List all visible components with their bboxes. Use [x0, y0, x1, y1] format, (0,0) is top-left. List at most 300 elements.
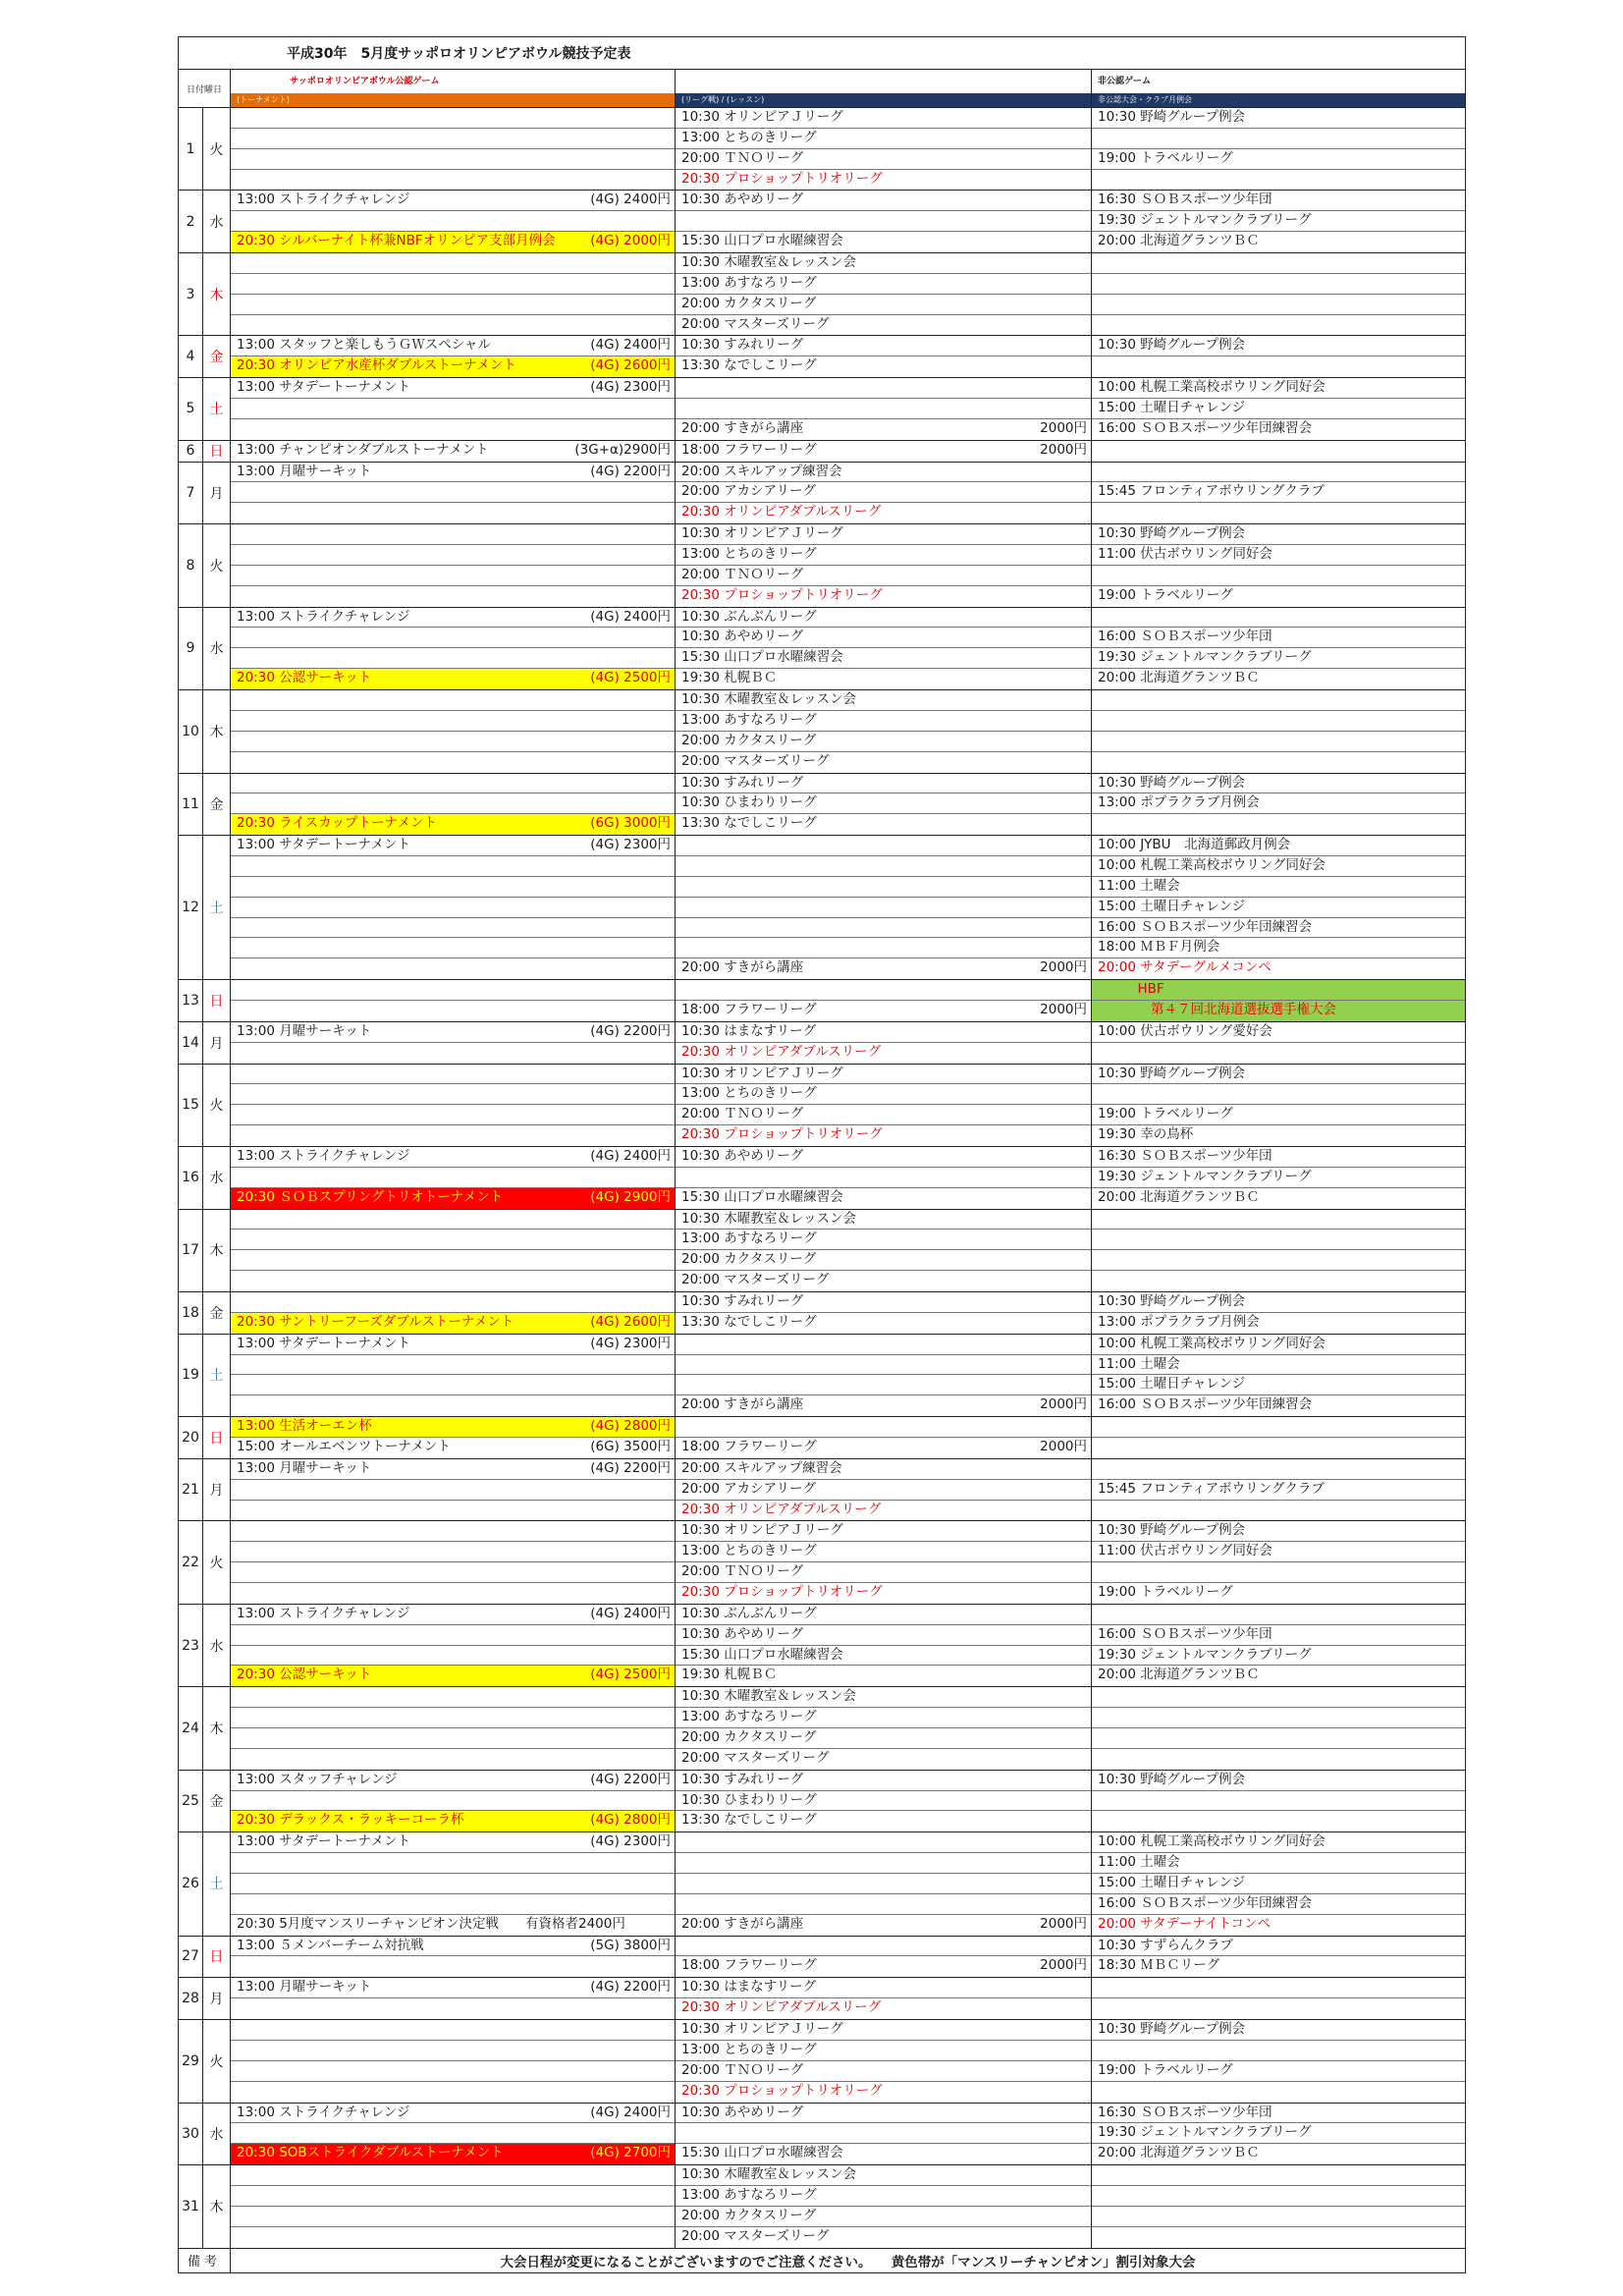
event-name: 20:00 サタデーグルメコンペ [1098, 959, 1271, 976]
schedule-slot [1092, 1853, 1465, 1874]
event-name: 20:30 プロショップトリオリーグ [681, 170, 883, 187]
event-name: 10:30 野崎グループ例会 [1098, 337, 1246, 354]
day-rows [179, 108, 1465, 2249]
event-name: 20:00 カクタスリーグ [681, 1251, 817, 1268]
event-price: (4G) 2000円 [590, 233, 671, 249]
league-cell [676, 253, 1092, 335]
schedule-slot [1092, 898, 1465, 918]
event-name: 15:30 山口プロ水曜練習会 [681, 1188, 843, 1205]
schedule-slot [1092, 1438, 1465, 1458]
tournament-cell [231, 378, 676, 440]
schedule-slot [676, 1771, 1091, 1791]
event-price: (3G+α)2900円 [574, 441, 671, 458]
event-name: 20:00 マスターズリーグ [681, 315, 830, 332]
schedule-slot [231, 1956, 675, 1977]
league-cell [676, 1292, 1092, 1334]
schedule-slot [1092, 191, 1465, 211]
event-name: 13:00 ストライクチャレンジ [237, 1605, 410, 1621]
schedule-slot [231, 1125, 675, 1146]
day-row [179, 774, 1465, 837]
league-cell [676, 1937, 1092, 1978]
event-name: 20:00 サタデーナイトコンペ [1098, 1915, 1271, 1932]
schedule-slot [231, 2144, 675, 2164]
schedule-slot [1092, 1313, 1465, 1334]
day-number: 15 [179, 1065, 203, 1146]
schedule-slot [676, 1084, 1091, 1105]
schedule-slot [676, 918, 1091, 939]
day-weekday: 金 [203, 1771, 231, 1832]
schedule-slot [1092, 1417, 1465, 1438]
schedule-slot [676, 1605, 1091, 1625]
unofficial-cell [1092, 836, 1465, 979]
schedule-slot [1092, 2082, 1465, 2103]
day-number: 21 [179, 1459, 203, 1521]
schedule-slot [231, 1646, 675, 1667]
event-price: 2000円 [1040, 1957, 1087, 1974]
day-weekday: 土 [203, 378, 231, 440]
event-name: 13:00 ストライクチャレンジ [237, 608, 410, 625]
event-name: 20:30 SOBストライクダブルストーナメント [237, 2145, 504, 2161]
league-cell [676, 441, 1092, 462]
event-price: 2000円 [1040, 1439, 1087, 1454]
day-number: 16 [179, 1147, 203, 1209]
schedule-slot [231, 856, 675, 877]
tournament-cell [231, 1335, 676, 1416]
schedule-slot [676, 1666, 1091, 1686]
schedule-slot [676, 1335, 1091, 1355]
day-row [179, 1771, 1465, 1833]
day-weekday: 火 [203, 2020, 231, 2102]
event-name: 10:30 はまなすリーグ [681, 1979, 817, 1995]
league-cell [676, 524, 1092, 606]
schedule-slot [676, 1271, 1091, 1291]
schedule-slot [676, 399, 1091, 419]
schedule-slot [231, 1022, 675, 1043]
day-row [179, 1978, 1465, 2020]
schedule-slot [1092, 129, 1465, 149]
event-name: 10:30 すずらんクラブ [1098, 1937, 1233, 1953]
tournament-cell [231, 1687, 676, 1769]
schedule-slot [231, 1605, 675, 1625]
schedule-slot [1092, 2207, 1465, 2227]
schedule-slot [231, 2123, 675, 2144]
day-row [179, 1065, 1465, 1147]
event-price: (4G) 2300円 [590, 837, 671, 853]
league-cell [676, 1605, 1092, 1686]
schedule-slot [231, 149, 675, 170]
schedule-slot [676, 419, 1091, 440]
schedule-slot [231, 918, 675, 939]
schedule-slot [1092, 1105, 1465, 1125]
schedule-slot [231, 669, 675, 689]
event-name: 19:30 幸の鳥杯 [1098, 1126, 1194, 1143]
day-number: 18 [179, 1292, 203, 1334]
schedule-slot [1092, 1728, 1465, 1749]
event-name: 20:00 すきがら講座 [681, 1915, 804, 1932]
day-number: 3 [179, 253, 203, 335]
event-price: 2000円 [1040, 1915, 1087, 1932]
event-name: 18:00 ＭＢＦ月例会 [1098, 939, 1220, 956]
event-name: 15:00 土曜日チャレンジ [1098, 898, 1246, 914]
league-cell [676, 1065, 1092, 1146]
schedule-slot [231, 980, 675, 1001]
event-name: 13:00 サタデートーナメント [237, 1335, 410, 1351]
schedule-slot [1092, 1956, 1465, 1977]
schedule-slot [231, 1687, 675, 1708]
schedule-slot [676, 1125, 1091, 1146]
day-number: 5 [179, 378, 203, 440]
schedule-slot [1092, 253, 1465, 274]
day-weekday: 日 [203, 1417, 231, 1458]
event-name: 20:30 オリンピアダブルスリーグ [681, 1999, 882, 2016]
day-weekday: 土 [203, 836, 231, 979]
schedule-slot [231, 1625, 675, 1646]
event-name: 11:00 土曜会 [1098, 1355, 1180, 1372]
schedule-slot [231, 232, 675, 252]
day-number: 26 [179, 1832, 203, 1935]
schedule-slot [676, 170, 1091, 191]
event-price: 2000円 [1040, 441, 1087, 458]
unofficial-cell [1092, 1687, 1465, 1769]
event-price: (4G) 2600円 [590, 1313, 671, 1330]
schedule-slot [676, 774, 1091, 794]
event-name: 19:30 ジェントルマンクラブリーグ [1098, 2124, 1312, 2141]
day-row [179, 1292, 1465, 1335]
league-cell [676, 980, 1092, 1021]
event-name: 20:00 アカシアリーグ [681, 1480, 817, 1497]
schedule-slot [1092, 1188, 1465, 1209]
event-name: 10:00 札幌工業高校ボウリング同好会 [1098, 1335, 1325, 1351]
schedule-slot [1092, 1666, 1465, 1686]
schedule-slot [1092, 1250, 1465, 1271]
schedule-slot [1092, 1292, 1465, 1313]
event-name: 10:30 オリンピアＪリーグ [681, 525, 843, 542]
event-name: 15:00 土曜日チャレンジ [1098, 400, 1246, 416]
event-name: 19:30 ジェントルマンクラブリーグ [1098, 1168, 1312, 1184]
event-name: 18:00 フラワーリーグ [681, 1001, 817, 1017]
schedule-slot [231, 1998, 675, 2019]
unofficial-cell [1092, 463, 1465, 524]
schedule-slot [676, 211, 1091, 232]
tournament-cell [231, 1210, 676, 1291]
day-number: 19 [179, 1335, 203, 1416]
day-row [179, 1832, 1465, 1936]
event-name: 19:30 札幌ＢＣ [681, 1667, 778, 1683]
unofficial-cell [1092, 336, 1465, 377]
schedule-slot [231, 958, 675, 979]
unofficial-sub-label: 非公認大会・クラブ月例会 [1092, 93, 1465, 107]
day-weekday: 土 [203, 1335, 231, 1416]
schedule-slot [1092, 2041, 1465, 2061]
event-name: 10:30 野崎グループ例会 [1098, 1522, 1246, 1539]
event-name: 11:00 伏古ボウリング同好会 [1098, 546, 1272, 563]
schedule-slot [1092, 1687, 1465, 1708]
schedule-slot [231, 938, 675, 958]
schedule-slot [1092, 1125, 1465, 1146]
schedule-slot [231, 566, 675, 586]
league-cell [676, 2165, 1092, 2247]
event-name: 10:30 あやめリーグ [681, 1147, 804, 1164]
day-weekday: 火 [203, 108, 231, 190]
day-number: 29 [179, 2020, 203, 2102]
event-name: 20:00 ＴＮＯリーグ [681, 1106, 804, 1122]
schedule-slot [676, 191, 1091, 211]
schedule-slot [1092, 419, 1465, 440]
schedule-slot [1092, 1771, 1465, 1791]
event-name: 10:30 木曜教室＆レッスン会 [681, 691, 857, 708]
event-name: 15:00 土曜日チャレンジ [1098, 1376, 1246, 1393]
schedule-slot [676, 1811, 1091, 1831]
league-cell [676, 690, 1092, 772]
event-name: 10:00 札幌工業高校ボウリング同好会 [1098, 1833, 1325, 1850]
schedule-slot [676, 856, 1091, 877]
event-name: 10:00 伏古ボウリング愛好会 [1098, 1022, 1272, 1039]
unofficial-cell [1092, 191, 1465, 252]
schedule-slot [1092, 2186, 1465, 2207]
league-cell [676, 1687, 1092, 1769]
tournament-cell [231, 1937, 676, 1978]
event-name: 13:00 サタデートーナメント [237, 837, 410, 853]
event-price: (4G) 2300円 [590, 1335, 671, 1351]
schedule-slot [676, 1562, 1091, 1583]
event-price: 2000円 [1040, 419, 1087, 436]
event-name: 20:00 すきがら講座 [681, 1396, 804, 1413]
schedule-slot [676, 1188, 1091, 1209]
event-price: (6G) 3500円 [590, 1439, 671, 1454]
tournament-cell [231, 980, 676, 1021]
event-name: 20:00 カクタスリーグ [681, 295, 817, 311]
schedule-slot [676, 1105, 1091, 1125]
schedule-slot [231, 1749, 675, 1770]
day-weekday: 木 [203, 690, 231, 772]
schedule-slot [676, 1853, 1091, 1874]
schedule-slot [676, 1313, 1091, 1334]
day-weekday: 水 [203, 2104, 231, 2165]
event-name: 18:00 フラワーリーグ [681, 1439, 817, 1454]
schedule-slot [231, 1521, 675, 1542]
event-price: (4G) 2400円 [590, 1605, 671, 1621]
tournament-cell [231, 774, 676, 836]
schedule-slot [231, 1168, 675, 1188]
schedule-slot [231, 2186, 675, 2207]
unofficial-cell [1092, 1335, 1465, 1416]
schedule-slot [676, 1022, 1091, 1043]
schedule-slot [231, 2207, 675, 2227]
day-row [179, 1521, 1465, 1604]
event-name: 13:00 月曜サーキット [237, 1022, 372, 1039]
tournament-cell [231, 2104, 676, 2165]
schedule-slot [676, 1210, 1091, 1230]
unofficial-cell [1092, 524, 1465, 606]
footer-row [179, 2249, 1465, 2272]
schedule-slot [231, 877, 675, 898]
schedule-slot [231, 836, 675, 856]
event-name: 16:00 ＳＯＢスポーツ少年団練習会 [1098, 1894, 1313, 1911]
day-weekday: 木 [203, 1210, 231, 1291]
schedule-slot [676, 958, 1091, 979]
event-name: 20:30 オリンピアダブルスリーグ [681, 504, 882, 520]
day-number: 6 [179, 441, 203, 462]
event-price: (4G) 2400円 [590, 337, 671, 354]
unofficial-cell [1092, 1292, 1465, 1334]
unofficial-cell [1092, 1832, 1465, 1935]
day-weekday: 水 [203, 608, 231, 689]
tournament-cell [231, 1771, 676, 1832]
event-name: 19:00 トラベルリーグ [1098, 2061, 1233, 2078]
schedule-slot [1092, 1542, 1465, 1562]
event-name: 20:00 ＴＮＯリーグ [681, 2061, 804, 2078]
event-name: 20:30 デラックス・ラッキーコーラ杯 [237, 1812, 464, 1829]
event-price: (4G) 2900円 [590, 1188, 671, 1205]
schedule-slot [676, 752, 1091, 773]
schedule-slot [231, 1894, 675, 1915]
schedule-slot [231, 608, 675, 629]
event-name: 第４７回北海道選抜選手権大会 [1098, 1001, 1336, 1017]
schedule-slot [676, 898, 1091, 918]
schedule-slot [231, 1811, 675, 1831]
day-number: 27 [179, 1937, 203, 1978]
tournament-cell [231, 1459, 676, 1521]
event-name: 13:30 なでしこリーグ [681, 815, 817, 832]
unofficial-cell [1092, 441, 1465, 462]
schedule-slot [676, 586, 1091, 607]
day-weekday: 金 [203, 1292, 231, 1334]
schedule-slot [231, 648, 675, 669]
schedule-slot [231, 419, 675, 440]
day-row [179, 2020, 1465, 2103]
event-name: 13:00 スタッフと楽しもうＧＷスペシャル [237, 337, 491, 354]
schedule-slot [1092, 2165, 1465, 2186]
schedule-slot [1092, 149, 1465, 170]
event-name: HBF [1098, 981, 1164, 998]
schedule-slot [231, 1355, 675, 1376]
event-name: 20:30 5月度マンスリーチャンピオン決定戦 有資格者2400円 [237, 1915, 625, 1932]
day-weekday: 木 [203, 2165, 231, 2247]
schedule-slot [1092, 648, 1465, 669]
tournament-cell [231, 2020, 676, 2102]
schedule-slot [1092, 1335, 1465, 1355]
league-cell [676, 1022, 1092, 1064]
schedule-slot [1092, 1480, 1465, 1501]
day-number: 30 [179, 2104, 203, 2165]
schedule-slot [231, 1230, 675, 1250]
schedule-slot [1092, 2104, 1465, 2124]
event-name: 10:30 すみれリーグ [681, 1292, 804, 1309]
league-cell [676, 1521, 1092, 1603]
event-name: 20:30 オリンピア水産杯ダブルストーナメント [237, 357, 516, 374]
day-row [179, 1687, 1465, 1770]
unofficial-cell [1092, 1978, 1465, 2019]
schedule-slot [676, 482, 1091, 503]
event-name: 15:30 山口プロ水曜練習会 [681, 2145, 843, 2161]
schedule-slot [231, 732, 675, 752]
schedule-slot [231, 1065, 675, 1085]
day-number: 13 [179, 980, 203, 1021]
event-price: (4G) 2200円 [590, 1771, 671, 1787]
schedule-slot [1092, 378, 1465, 399]
event-price: (4G) 2200円 [590, 463, 671, 479]
schedule-slot [676, 1459, 1091, 1480]
schedule-slot [1092, 1230, 1465, 1250]
day-row [179, 378, 1465, 441]
event-name: 18:00 フラワーリーグ [681, 441, 817, 458]
event-price: (4G) 2200円 [590, 1022, 671, 1039]
day-row [179, 336, 1465, 378]
schedule-slot [676, 1417, 1091, 1438]
league-cell [676, 336, 1092, 377]
schedule-slot [231, 2227, 675, 2248]
day-number: 11 [179, 774, 203, 836]
schedule-slot [676, 524, 1091, 545]
schedule-slot [1092, 1355, 1465, 1376]
tournament-cell [231, 690, 676, 772]
schedule-slot [676, 877, 1091, 898]
schedule-slot [231, 1853, 675, 1874]
schedule-slot [676, 378, 1091, 399]
schedule-slot [676, 836, 1091, 856]
event-name: 13:00 とちのきリーグ [681, 1543, 817, 1559]
day-row [179, 1147, 1465, 1210]
event-name: 20:00 北海道グランツＢＣ [1098, 2145, 1260, 2161]
event-name: 13:00 あすなろリーグ [681, 1230, 817, 1247]
unofficial-cell [1092, 108, 1465, 190]
tournament-cell [231, 1978, 676, 2019]
tournament-cell [231, 441, 676, 462]
event-name: 18:00 フラワーリーグ [681, 1957, 817, 1974]
event-name: 16:00 ＳＯＢスポーツ少年団 [1098, 629, 1272, 645]
schedule-slot [1092, 274, 1465, 295]
league-cell [676, 836, 1092, 979]
schedule-slot [676, 1956, 1091, 1977]
event-name: 15:45 フロンティアボウリングクラブ [1098, 1480, 1325, 1497]
schedule-slot [1092, 2144, 1465, 2164]
event-name: 19:30 ジェントルマンクラブリーグ [1098, 212, 1312, 229]
schedule-slot [231, 1335, 675, 1355]
schedule-slot [231, 524, 675, 545]
event-name: 20:30 プロショップトリオリーグ [681, 586, 883, 603]
event-name: 13:30 なでしこリーグ [681, 357, 817, 374]
schedule-slot [231, 628, 675, 648]
event-name: 15:30 山口プロ水曜練習会 [681, 233, 843, 249]
unofficial-cell [1092, 1771, 1465, 1832]
schedule-slot [676, 253, 1091, 274]
schedule-slot [1092, 1147, 1465, 1168]
schedule-slot [231, 1542, 675, 1562]
schedule-slot [231, 1915, 675, 1936]
schedule-slot [1092, 980, 1465, 1001]
event-name: 10:30 野崎グループ例会 [1098, 525, 1246, 542]
schedule-slot [676, 1438, 1091, 1458]
event-name: 16:30 ＳＯＢスポーツ少年団 [1098, 191, 1272, 208]
schedule-slot [1092, 1646, 1465, 1667]
event-name: 20:00 ＴＮＯリーグ [681, 566, 804, 582]
schedule-slot [676, 628, 1091, 648]
schedule-slot [1092, 1708, 1465, 1728]
event-name: 10:30 あやめリーグ [681, 2104, 804, 2120]
event-name: 13:00 ストライクチャレンジ [237, 2104, 410, 2120]
schedule-slot [231, 1771, 675, 1791]
league-cell [676, 774, 1092, 836]
schedule-slot [676, 1501, 1091, 1521]
event-price: (4G) 2200円 [590, 1979, 671, 1995]
league-cell [676, 378, 1092, 440]
unofficial-cell [1092, 1417, 1465, 1458]
league-cell [676, 1210, 1092, 1291]
day-weekday: 火 [203, 1521, 231, 1603]
league-cell [676, 1978, 1092, 2019]
event-name: 19:00 トラベルリーグ [1098, 1106, 1233, 1122]
day-row [179, 463, 1465, 525]
